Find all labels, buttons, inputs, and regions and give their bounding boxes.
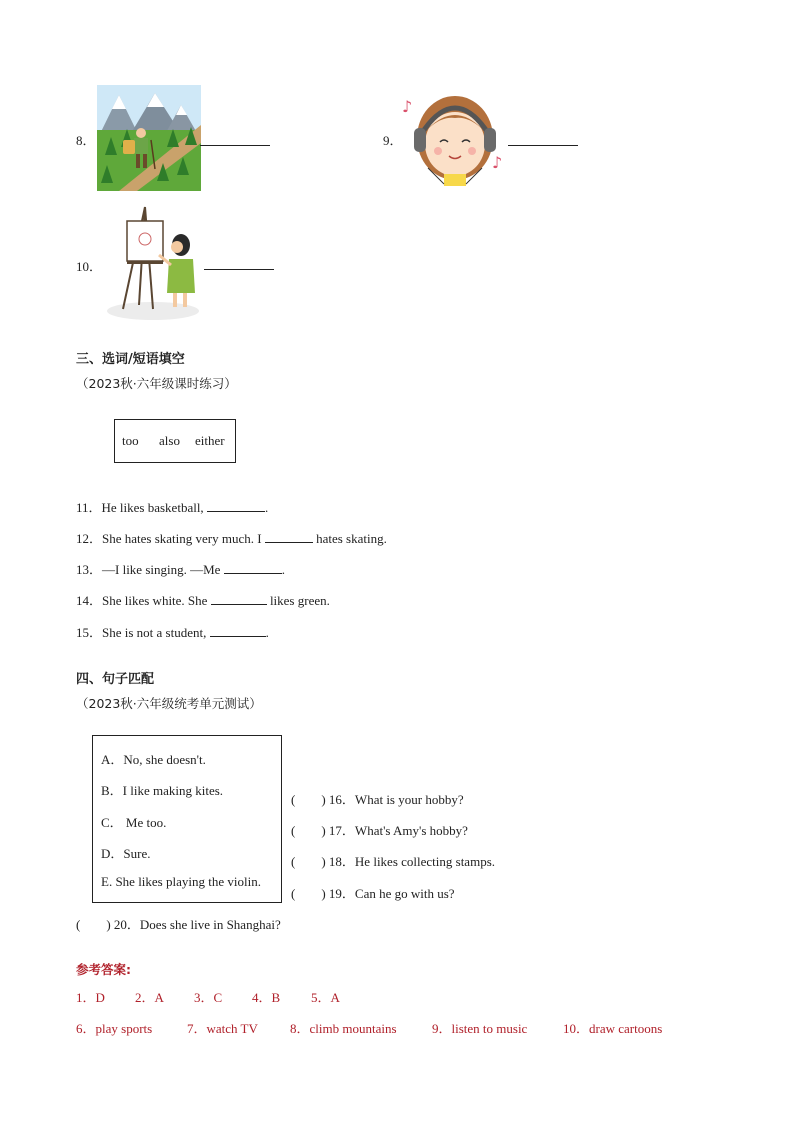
hiking-mountain-picture (97, 85, 201, 191)
word-option-also: also (159, 433, 180, 448)
word-box (114, 419, 236, 463)
question-number-10: 10． (76, 259, 103, 274)
answer-blank-14[interactable] (211, 592, 267, 605)
question-11-text: 11．He likes basketball, (76, 500, 207, 515)
match-item-20 (76, 914, 281, 933)
match-item-16 (291, 789, 464, 808)
question-number-8: 8． (76, 133, 96, 148)
question-12 (76, 528, 387, 547)
answer-blank-13[interactable] (224, 561, 282, 574)
answer-paren-19[interactable]: ( ) (291, 886, 326, 901)
answer-5: 5．A (311, 990, 340, 1005)
answer-6: 6．play sports (76, 1021, 153, 1036)
answer-blank-15[interactable] (210, 624, 266, 637)
options-box (92, 735, 282, 903)
match-item-18 (291, 851, 495, 870)
question-12-text: 12．She hates skating very much. I (76, 531, 265, 546)
question-14-tail: likes green. (266, 593, 330, 608)
question-12-tail: hates skating. (312, 531, 387, 546)
question-13-text: 13．—I like singing. —Me (76, 562, 224, 577)
option-e: E. She likes playing the violin. (101, 874, 261, 889)
question-number-9: 9． (383, 133, 403, 148)
answers-title: 参考答案: (76, 962, 131, 977)
answer-4: 4．B (252, 990, 281, 1005)
section4-source: （2023秋·六年级统考单元测试） (76, 696, 262, 711)
match-item-19 (291, 883, 455, 902)
section4-title: 四、句子匹配 (76, 672, 155, 687)
match-question-17: 17．What's Amy's hobby? (328, 823, 468, 838)
answer-paren-17[interactable]: ( ) (291, 823, 326, 838)
option-c: C． Me too. (101, 815, 167, 830)
answer-paren-18[interactable]: ( ) (291, 854, 326, 869)
question-15 (76, 622, 269, 641)
section3-title: 三、选词/短语填空 (76, 352, 185, 367)
svg-text:♪: ♪ (492, 153, 503, 172)
answer-3: 3．C (194, 990, 223, 1005)
answer-blank-9[interactable] (508, 133, 578, 150)
answer-blank-10[interactable] (204, 257, 274, 274)
answer-blank-8[interactable] (200, 133, 270, 150)
answer-paren-20[interactable]: ( ) (76, 917, 111, 932)
match-question-16: 16．What is your hobby? (328, 792, 464, 807)
question-14 (76, 590, 330, 609)
match-question-18: 18．He likes collecting stamps. (328, 854, 496, 869)
answer-blank-11[interactable] (207, 499, 265, 512)
question-14-text: 14．She likes white. She (76, 593, 211, 608)
answer-10: 10．draw cartoons (563, 1021, 663, 1036)
answer-paren-16[interactable]: ( ) (291, 792, 326, 807)
svg-text:♪: ♪ (402, 97, 413, 116)
answer-1: 1．D (76, 990, 105, 1005)
answer-blank-12[interactable] (265, 530, 313, 543)
option-d: D．Sure. (101, 846, 151, 861)
question-11-tail: . (264, 500, 269, 515)
answer-8: 8．climb mountains (290, 1021, 397, 1036)
question-15-text: 15．She is not a student, (76, 625, 210, 640)
option-a: A．No, she doesn't. (101, 752, 206, 767)
option-b: B．I like making kites. (101, 783, 224, 798)
girl-headphones-picture (400, 88, 510, 186)
answer-7: 7．watch TV (187, 1021, 258, 1036)
girl-painting-easel-picture (105, 205, 201, 321)
word-option-either: either (195, 433, 225, 448)
section3-source: （2023秋·六年级课时练习） (76, 376, 237, 391)
question-13-tail: . (281, 562, 285, 577)
answer-9: 9．listen to music (432, 1021, 528, 1036)
match-question-20: 20．Does she live in Shanghai? (113, 917, 281, 932)
question-11 (76, 497, 268, 516)
match-item-17 (291, 820, 468, 839)
match-question-19: 19．Can he go with us? (328, 886, 455, 901)
question-13 (76, 559, 285, 578)
question-15-tail: . (265, 625, 269, 640)
word-option-too: too (122, 433, 139, 448)
answer-2: 2．A (135, 990, 164, 1005)
